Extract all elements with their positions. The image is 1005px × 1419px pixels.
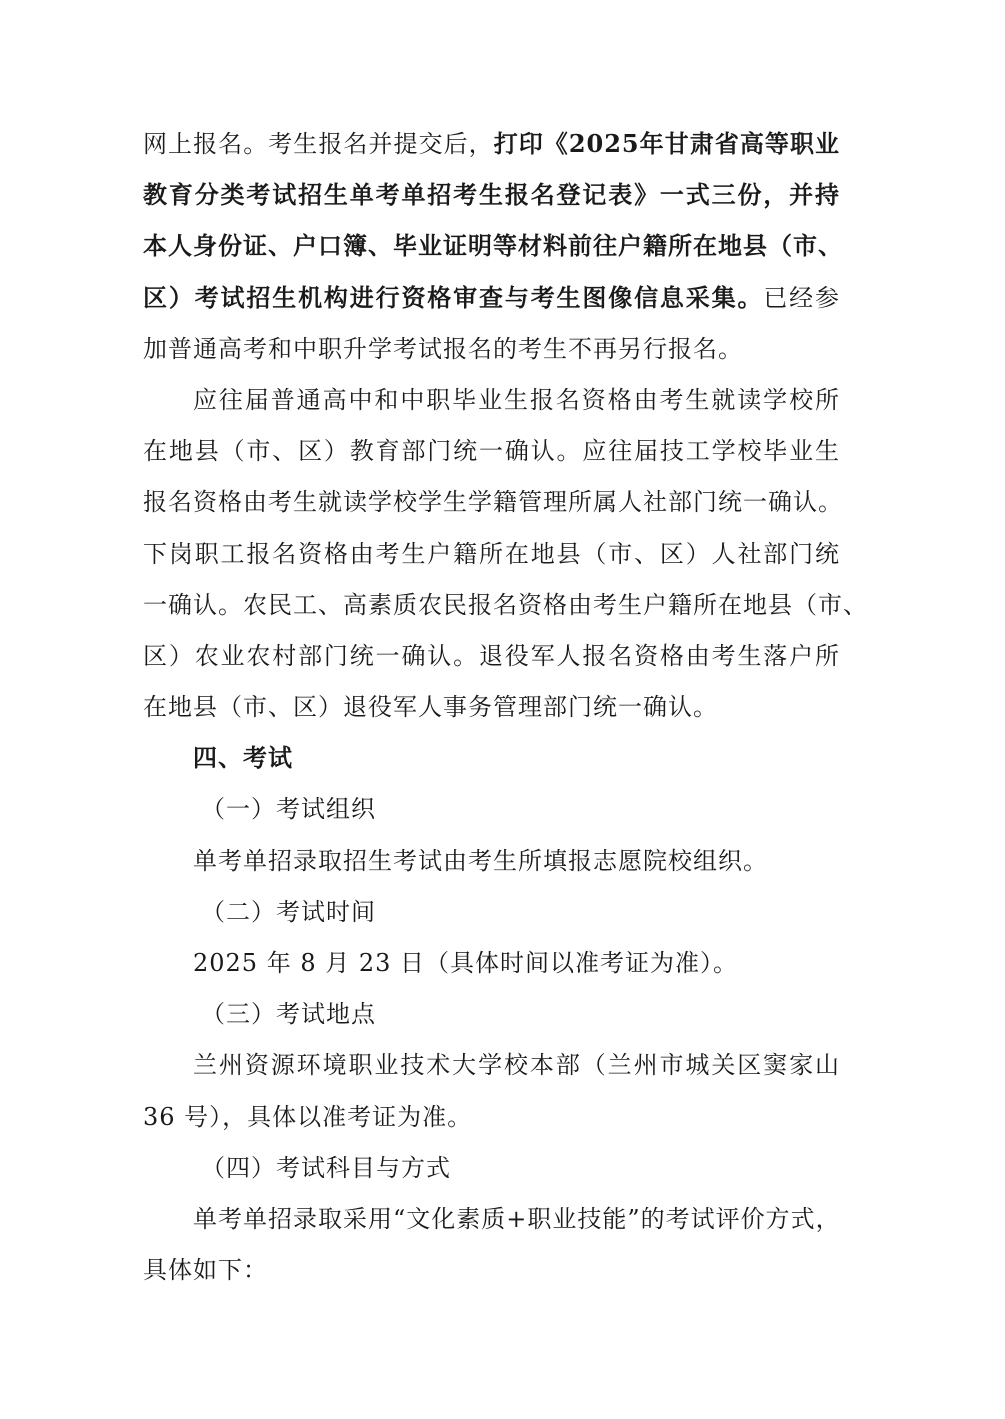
text-line: 在地县（市、区）退役军人事务管理部门统一确认。 <box>143 693 718 722</box>
subsection-title: （一）考试组织 <box>201 795 376 824</box>
text-normal: 网上报名。考生报名并提交后， <box>143 130 494 158</box>
text-line: 在地县（市、区）教育部门统一确认。应往届技工学校毕业生 <box>143 437 840 466</box>
text-line <box>143 125 840 176</box>
text-line: 2025 年 8 月 23 日（具体时间以准考证为准）。 <box>193 949 739 977</box>
text-bold: 区）考试招生机构进行资格审查与考生图像信息采集。 <box>143 282 764 312</box>
subsection-title: （四）考试科目与方式 <box>201 1153 451 1182</box>
document-page <box>143 125 868 1302</box>
text-line <box>143 279 840 330</box>
section-heading: 四、考试 <box>193 743 293 773</box>
text-line: 单考单招录取招生考试由考生所填报志愿院校组织。 <box>193 846 768 875</box>
text-normal: 已经参 <box>763 283 841 312</box>
text-line: 加普通高考和中职升学考试报名的考生不再另行报名。 <box>143 334 743 363</box>
subsection-title: （三）考试地点 <box>201 1000 376 1029</box>
text-line: 应往届普通高中和中职毕业生报名资格由考生就读学校所 <box>193 385 840 414</box>
subsection-title: （二）考试时间 <box>201 897 376 926</box>
text-line: 教育分类考试招生单考单招考生报名登记表》一式三份，并持 <box>143 180 840 210</box>
text-line: 报名资格由考生就读学校学生学籍管理所属人社部门统一确认。 <box>143 488 843 517</box>
text-line: 具体如下： <box>143 1256 268 1285</box>
text-line: 一确认。农民工、高素质农民报名资格由考生户籍所在地县（市、 <box>143 590 868 619</box>
text-line: 单考单招录取采用“文化素质+职业技能”的考试评价方式， <box>193 1204 841 1233</box>
text-line: 区）农业农村部门统一确认。退役军人报名资格由考生落户所 <box>143 641 840 670</box>
text-line: 本人身份证、户口簿、毕业证明等材料前往户籍所在地县（市、 <box>143 231 843 261</box>
text-line: 下岗职工报名资格由考生户籍所在地县（市、区）人社部门统 <box>143 539 840 568</box>
text-line: 兰州资源环境职业技术大学校本部（兰州市城关区窦家山 <box>193 1051 840 1080</box>
text-line: 36 号），具体以准考证为准。 <box>143 1102 473 1131</box>
text-bold: 打印《2025年甘肃省高等职业 <box>493 129 841 158</box>
